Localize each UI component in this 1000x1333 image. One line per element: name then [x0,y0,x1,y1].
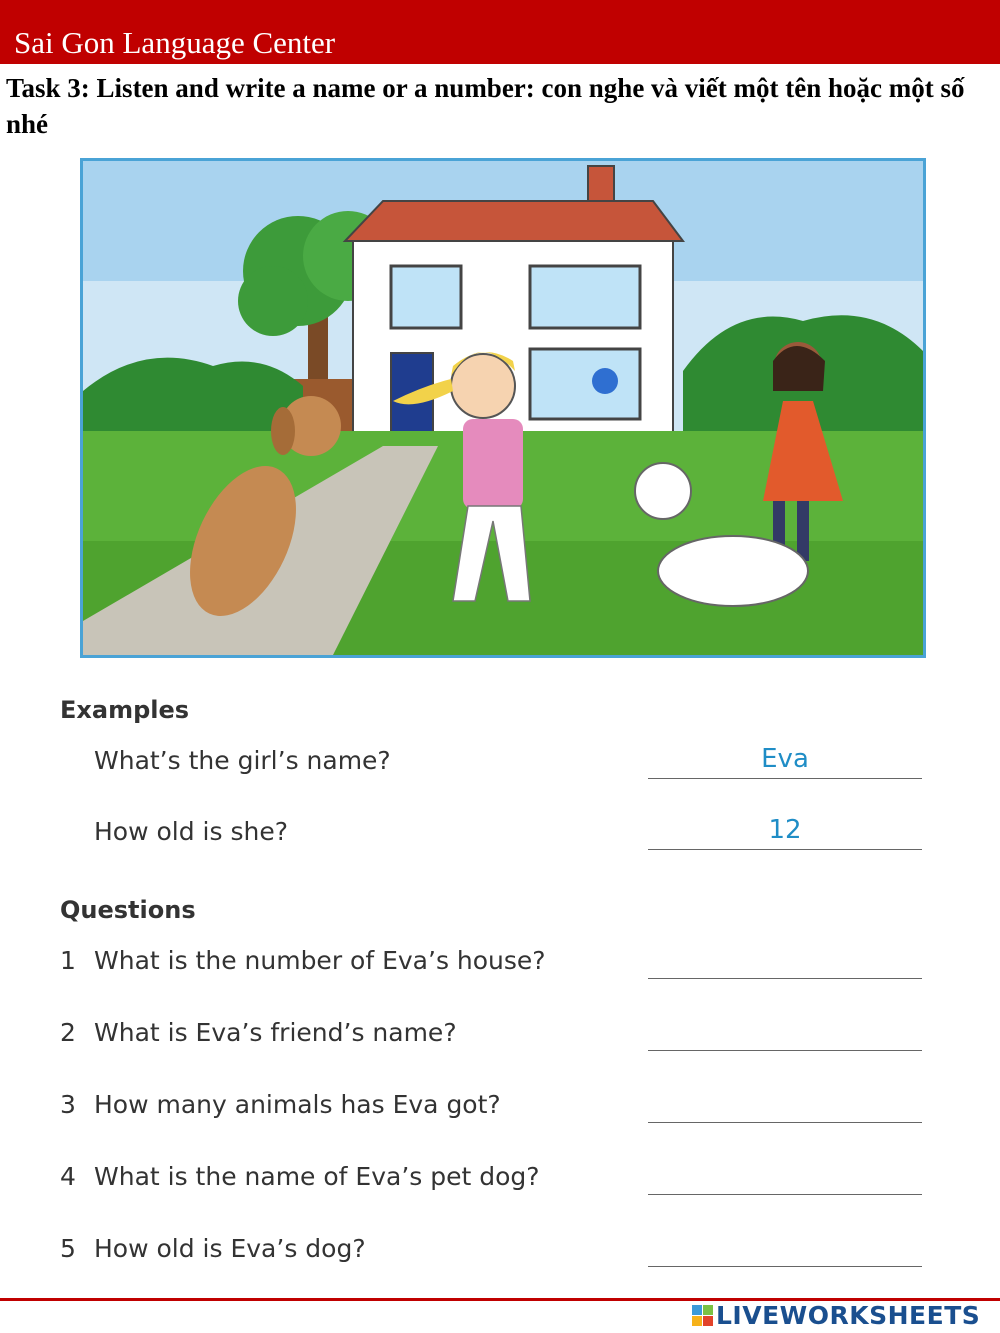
example-question: How old is she? [94,817,288,846]
question-row [60,1090,930,1130]
answer-line [648,778,922,779]
question-number: 2 [60,1018,76,1047]
example-row [60,746,930,786]
example-answer: 12 [768,815,802,845]
question-text: How many animals has Eva got? [94,1090,501,1119]
example-answer: Eva [761,744,809,774]
question-row [60,1162,930,1202]
answer-field[interactable] [648,1194,922,1195]
liveworksheets-icon [692,1305,713,1326]
scene-illustration [80,158,926,658]
question-row [60,946,930,986]
answer-field[interactable] [648,1050,922,1051]
question-number: 3 [60,1090,76,1119]
question-text: What is the name of Eva’s pet dog? [94,1162,540,1191]
question-row [60,1018,930,1058]
question-text: What is Eva’s friend’s name? [94,1018,457,1047]
answer-line [648,849,922,850]
question-row [60,1234,930,1274]
example-row [60,817,930,857]
questions-heading: Questions [60,896,196,924]
task-instruction: Task 3: Listen and write a name or a number: con nghe và viết một tên hoặc một số nhé [6,73,965,139]
header-bar [0,0,1000,64]
answer-field[interactable] [648,978,922,979]
question-number: 1 [60,946,76,975]
answer-field[interactable] [648,1122,922,1123]
example-question: What’s the girl’s name? [94,746,391,775]
question-text: How old is Eva’s dog? [94,1234,366,1263]
liveworksheets-text: LIVEWORKSHEETS [716,1300,981,1330]
answer-field[interactable] [648,1266,922,1267]
liveworksheets-logo [692,1297,980,1333]
question-number: 4 [60,1162,76,1191]
question-text: What is the number of Eva’s house? [94,946,546,975]
question-number: 5 [60,1234,76,1263]
examples-heading: Examples [60,696,190,724]
header-title: Sai Gon Language Center [14,25,336,60]
